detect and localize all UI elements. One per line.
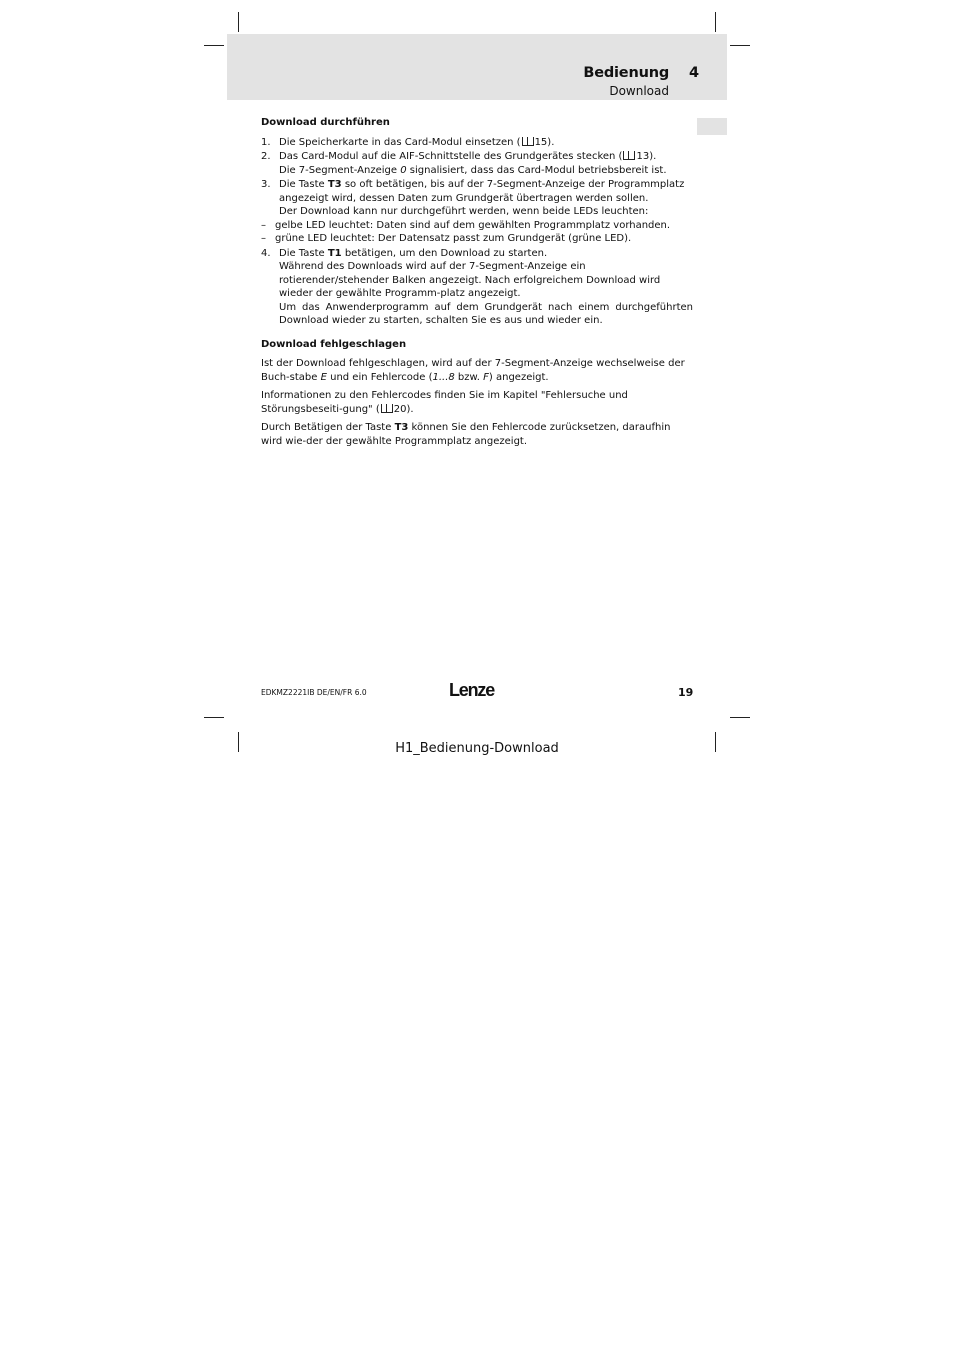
key-label: T1 (327, 247, 342, 259)
book-icon (381, 404, 393, 413)
paragraph: Durch Betätigen der Taste T3 können Sie den Fehlercode zurücksetzen, daraufhin wird wie-der der gewählte Programmplatz angezeigt. (261, 422, 671, 447)
section-heading-failed: Download fehlgeschlagen (261, 338, 407, 350)
book-icon (522, 137, 534, 146)
paragraph: Informationen zu den Fehlercodes finden Sie im Kapitel "Fehlersuche und Störungsbeseiti-gung" ( 20). (261, 390, 628, 415)
paragraph: Ist der Download fehlgeschlagen, wird auf der 7-Segment-Anzeige wechselweise der Buch-stabe E und ein Fehlercode (1...8 bzw. F) angezeigt. (261, 358, 685, 383)
led-list (261, 219, 693, 246)
list-item: – grüne LED leuchtet: Der Datensatz passt zum Grundgerät (grüne LED). (261, 233, 632, 244)
list-item: – gelbe LED leuchtet: Daten sind auf dem gewählten Programmplatz vorhanden. (261, 219, 671, 231)
step-list (261, 136, 693, 328)
crop-mark (730, 45, 750, 46)
side-tab (697, 118, 727, 135)
section-subtitle: Download (609, 84, 669, 98)
book-icon (623, 151, 635, 160)
page-number: 19 (678, 686, 694, 699)
step-item: 1. Die Speicherkarte in das Card-Modul einsetzen ( 15). (261, 136, 555, 148)
key-label: T3 (394, 422, 409, 433)
crop-mark (730, 717, 750, 718)
step-item: 2. Das Card-Modul auf die AIF-Schnittstelle des Grundgerätes stecken ( 13). Die 7-Segment-Anzeige 0 signalisiert, dass das Card-Modul betriebsbereit ist. (261, 151, 667, 176)
page-content (261, 116, 693, 453)
crop-mark (715, 12, 716, 32)
step-item: 4. Die Taste T1 betätigen, um den Download zu starten. Während des Downloads wird auf der 7-Segment-Anzeige ein rotierender/stehender Balken angezeigt. Nach erfolgreichem Download wird wieder der gewählte Programm-platz angezeigt. Um das Anwenderprogramm auf dem Grundgerät nach einem durchgeführten Download wieder zu starten, schalten Sie es aus und wieder ein. (261, 247, 693, 326)
lenze-logo: Lenze (449, 680, 495, 700)
chapter-number: 4 (689, 65, 700, 81)
chapter-title: Bedienung (583, 65, 669, 81)
step-item: 3. Die Taste T3 so oft betätigen, bis auf der 7-Segment-Anzeige der Programmplatz angezeigt wird, dessen Daten zum Grundgerät übertragen werden sollen. Der Download kann nur durchgeführt werden, wenn beide LEDs leuchten: – gelbe LED leuchtet: Daten sind auf dem gewählten Programmplatz vorhanden. – grüne LED leuchtet: Der Datensatz passt zum Grundgerät (grüne LED). (261, 178, 693, 246)
segment-code: 0 (400, 164, 407, 176)
section-heading-download: Download durchführen (261, 117, 390, 128)
document-id: EDKMZ2221IB DE/EN/FR 6.0 (261, 688, 367, 697)
page-caption: H1_Bedienung-Download (395, 741, 559, 756)
key-label: T3 (327, 179, 342, 190)
crop-mark (204, 717, 224, 718)
crop-mark (204, 45, 224, 46)
crop-mark (238, 12, 239, 32)
